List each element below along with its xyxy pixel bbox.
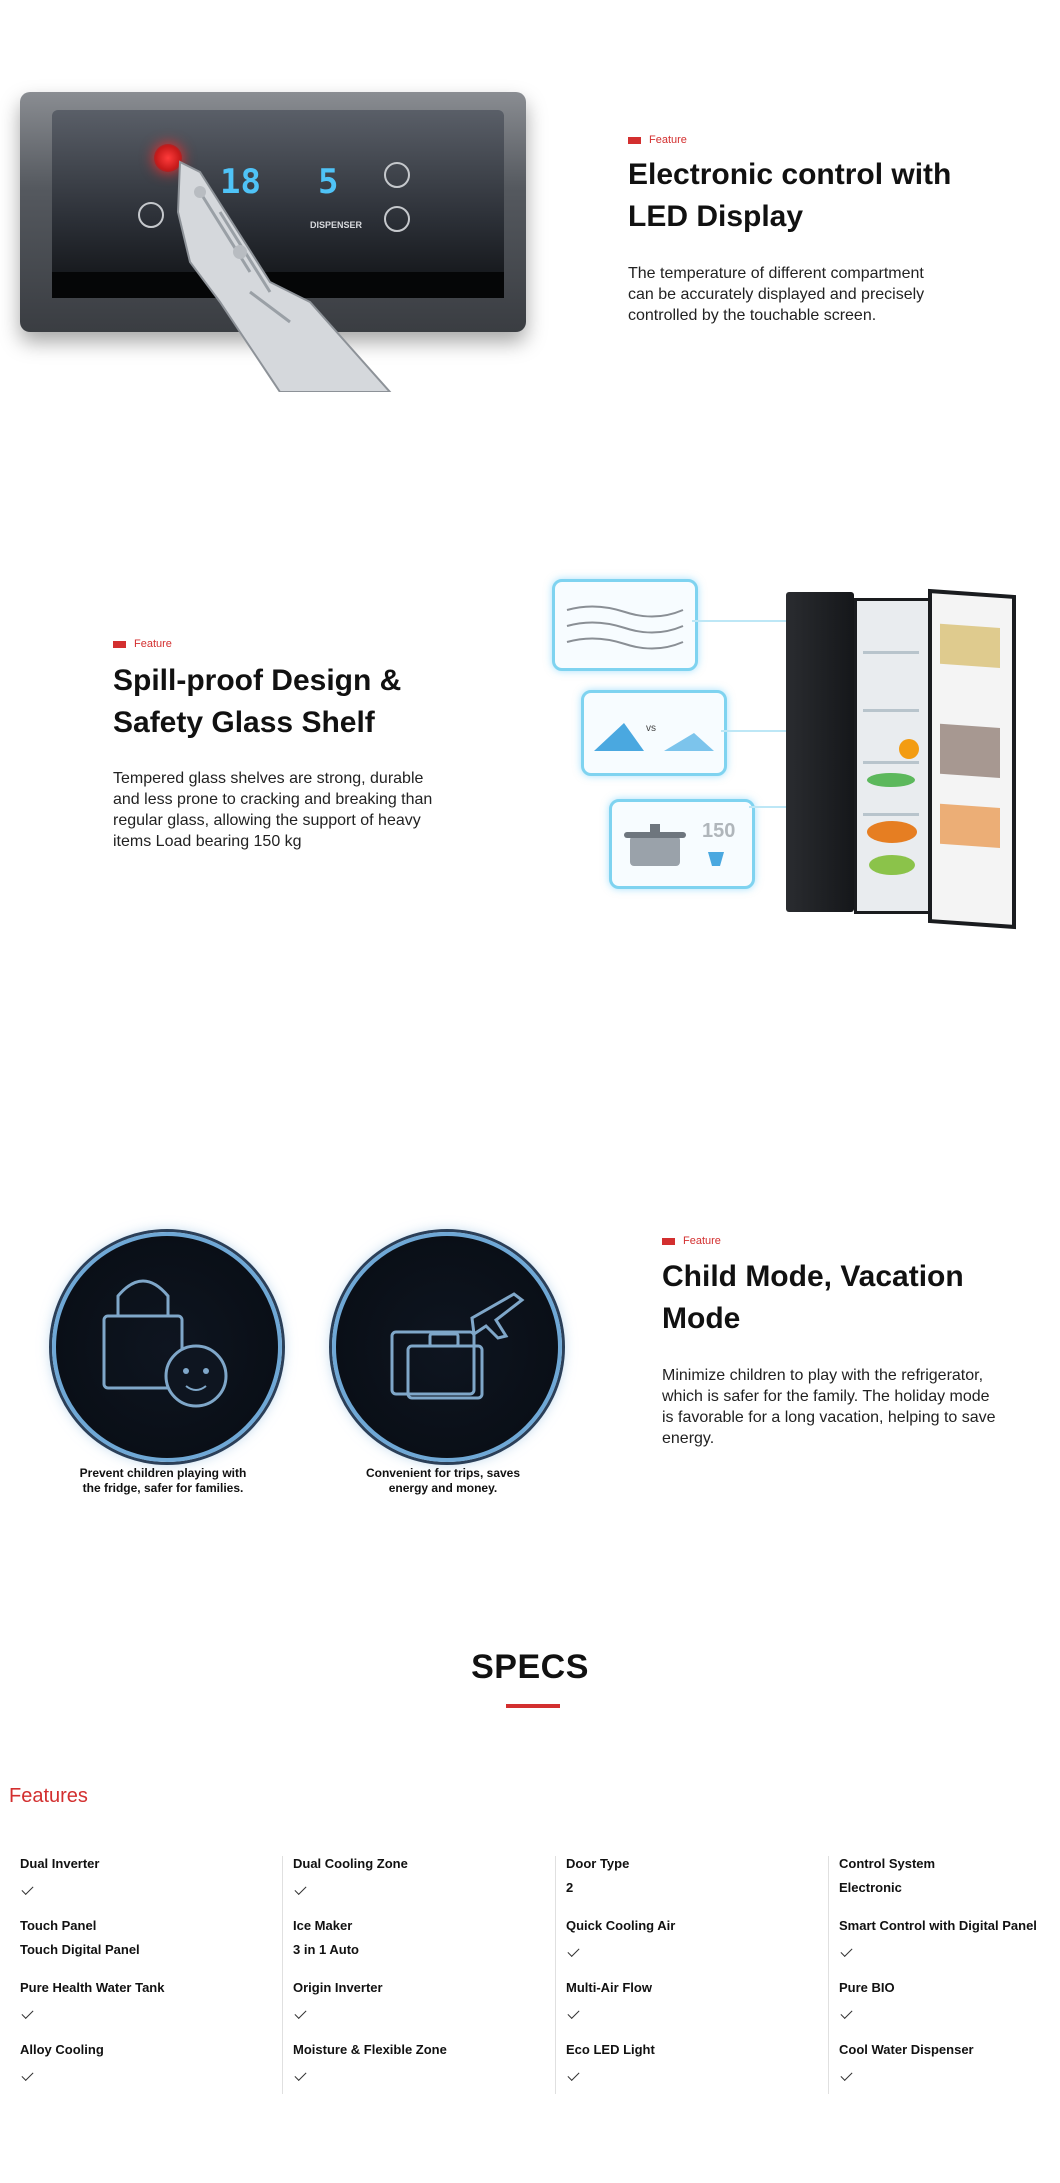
- spec-column: [10, 1852, 280, 2096]
- robot-hand-icon: [160, 152, 400, 392]
- dispenser-label: DISPENSER: [310, 220, 363, 230]
- checkmark-icon: [567, 2007, 579, 2019]
- child-lock-icon: [56, 1236, 278, 1458]
- feature-tag: Feature: [662, 1235, 721, 1247]
- spec-check: [566, 2062, 655, 2086]
- water-drop-callout: vs: [581, 690, 727, 776]
- spec-label: Cool Water Dispenser: [839, 2042, 974, 2057]
- specs-heading: SPECS: [471, 1648, 589, 1686]
- spec-label: Eco LED Light: [566, 2042, 655, 2057]
- spec-label: Smart Control with Digital Panel: [839, 1918, 1037, 1933]
- spec-column: [829, 1852, 1060, 2096]
- spec-label: Pure BIO: [839, 1980, 895, 1995]
- checkmark-icon: [21, 2007, 33, 2019]
- feature-description: Minimize children to play with the refrigerator, which is safer for the family. The holiday mode is favorable for a long vacation, helping to save energy.: [662, 1367, 996, 1447]
- spec-check: [293, 1876, 408, 1900]
- freezer-temp-readout: 5: [318, 162, 339, 202]
- spec-label: Touch Panel: [20, 1918, 97, 1933]
- feature-title: Spill-proof Design & Safety Glass Shelf: [113, 664, 402, 739]
- fridge-temp-readout: 18: [220, 162, 261, 202]
- spec-item: [566, 1976, 652, 2024]
- spec-check: [20, 2062, 104, 2086]
- pot-scale-icon: [612, 802, 752, 886]
- spec-value: 2: [566, 1880, 574, 1895]
- spec-value: Touch Digital Panel: [20, 1942, 140, 1957]
- checkmark-icon: [840, 1945, 852, 1957]
- spec-label: Quick Cooling Air: [566, 1918, 676, 1933]
- spill-proof-callout: [552, 579, 698, 671]
- spec-label: Alloy Cooling: [20, 2042, 104, 2057]
- spec-check: [20, 1876, 99, 1900]
- vacation-icon: [336, 1236, 558, 1458]
- spec-item: [839, 1976, 895, 2024]
- spec-value: Electronic: [839, 1880, 902, 1895]
- spec-item: [20, 1852, 99, 1900]
- child-lock-mode-image: [52, 1232, 282, 1462]
- spec-item: [293, 2038, 447, 2086]
- specs-underline: [506, 1704, 560, 1708]
- spec-label: Multi-Air Flow: [566, 1980, 652, 1995]
- checkmark-icon: [294, 2007, 306, 2019]
- control-panel-image: [20, 92, 526, 332]
- feature-description: Tempered glass shelves are strong, durable and less prone to cracking and breaking than regular glass, allowing the support of heavy items Load bearing 150 kg: [113, 770, 433, 850]
- spill-shelf-icon: [555, 582, 695, 668]
- spec-item: [293, 1852, 408, 1900]
- spec-check: [839, 2000, 895, 2024]
- specs-section-title: Features: [9, 1785, 88, 1807]
- checkmark-icon: [567, 1945, 579, 1957]
- checkmark-icon: [567, 2069, 579, 2081]
- feature-title: Electronic control with LED Display: [628, 158, 952, 233]
- spec-item: [293, 1976, 383, 2024]
- spec-column: [283, 1852, 553, 2096]
- spec-item: [20, 2038, 104, 2086]
- spec-item: [293, 1914, 359, 1962]
- spec-check: [566, 1938, 675, 1962]
- spec-value: 3 in 1 Auto: [293, 1942, 359, 1957]
- spec-item: [839, 2038, 974, 2086]
- spec-label: Dual Inverter: [20, 1856, 100, 1871]
- spec-check: [566, 2000, 652, 2024]
- feature-tag: Feature: [628, 134, 687, 146]
- spec-check: [839, 1938, 1037, 1962]
- spec-column: [556, 1852, 826, 2096]
- spec-item: [20, 1976, 164, 2024]
- spec-item: [839, 1914, 1037, 1962]
- spec-item: [566, 1852, 629, 1900]
- checkmark-icon: [21, 1883, 33, 1895]
- feature-title: Child Mode, Vacation Mode: [662, 1260, 964, 1335]
- spec-check: [293, 2000, 383, 2024]
- refrigerator-image: [786, 592, 1012, 918]
- checkmark-icon: [294, 1883, 306, 1895]
- spec-item: [566, 2038, 655, 2086]
- feature-description: The temperature of different compartment can be accurately displayed and precisely controlled by the touchable screen.: [628, 265, 925, 324]
- checkmark-icon: [294, 2069, 306, 2081]
- spec-label: Ice Maker: [293, 1918, 353, 1933]
- vacation-mode-image: [332, 1232, 562, 1462]
- checkmark-icon: [840, 2069, 852, 2081]
- spec-label: Pure Health Water Tank: [20, 1980, 165, 1995]
- spec-label: Origin Inverter: [293, 1980, 383, 1995]
- spec-label: Dual Cooling Zone: [293, 1856, 408, 1871]
- spec-check: [839, 2062, 974, 2086]
- spec-item: [20, 1914, 140, 1962]
- spec-item: [566, 1914, 675, 1962]
- spec-item: [839, 1852, 935, 1900]
- spec-check: [293, 2062, 447, 2086]
- spec-label: Door Type: [566, 1856, 630, 1871]
- spec-label: Moisture & Flexible Zone: [293, 2042, 447, 2057]
- child-mode-caption: Prevent children playing with the fridge, safer for families.: [79, 1466, 247, 1495]
- spec-label: Control System: [839, 1856, 936, 1871]
- checkmark-icon: [840, 2007, 852, 2019]
- vacation-mode-caption: Convenient for trips, saves energy and money.: [365, 1466, 521, 1495]
- feature-tag: Feature: [113, 638, 172, 650]
- spec-check: [20, 2000, 164, 2024]
- checkmark-icon: [21, 2069, 33, 2081]
- load-bearing-callout: 150: [609, 799, 755, 889]
